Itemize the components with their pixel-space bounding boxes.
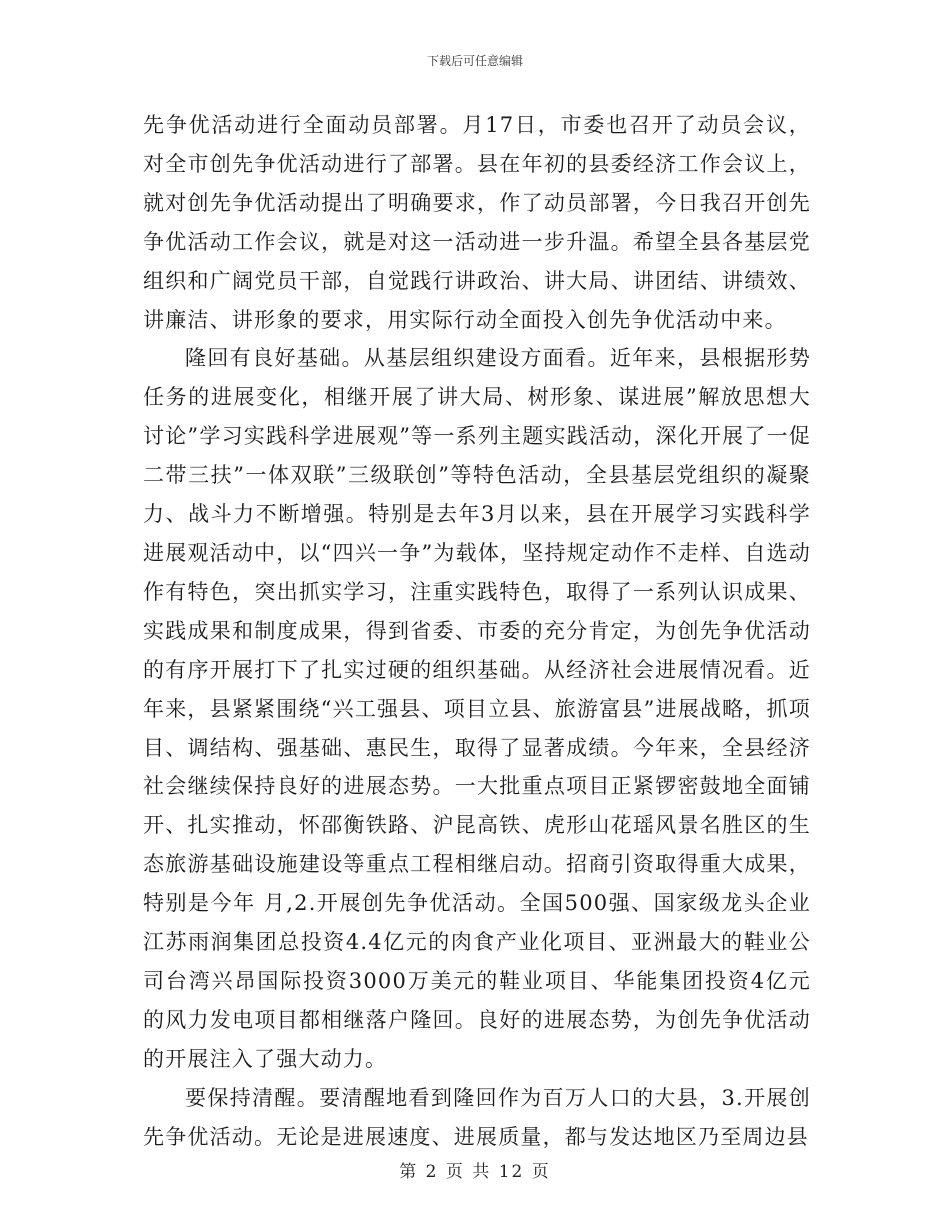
page-header: 下载后可任意编辑 bbox=[426, 54, 523, 68]
paragraph-1: 先争优活动进行全面动员部署。月17日，市委也召开了动员会议，对全市创先争优活动进行了部署。县在年初的县委经济工作会议上，就对创先争优活动提出了明确要求，作了动员部署，今日我召开创先争优活动工作会议，就是对这一活动进一步升温。希望全县各基层党组织和广阔党员干部，自觉践行讲政治、讲大局、讲团结、讲绩效、讲廉洁、讲形象的要求，用实际行动全面投入创先争优活动中来。 bbox=[143, 113, 811, 332]
page-footer: 第 2 页 共 12 页 bbox=[399, 1162, 551, 1182]
document-body bbox=[143, 106, 811, 1156]
paragraph-2: 隆回有良好基础。从基层组织建设方面看。近年来，县根据形势任务的进展变化，相继开展了讲大局、树形象、谋进展”解放思想大讨论”学习实践科学进展观”等一系列主题实践活动，深化开展了一促二带三扶”一体双联”三级联创”等特色活动，全县基层党组织的凝聚力、战斗力不断增强。特别是去年3月以来，县在开展学习实践科学进展观活动中，以“四兴一争”为载体，坚持规定动作不走样、自选动作有特色，突出抓实学习，注重实践特色，取得了一系列认识成果、实践成果和制度成果，得到省委、市委的充分肯定，为创先争优活动的有序开展打下了扎实过硬的组织基础。从经济社会进展情况看。近年来，县紧紧围绕“兴工强县、项目立县、旅游富县”进展战略，抓项目、调结构、强基础、惠民生，取得了显著成绩。今年来，全县经济社会继续保持良好的进展态势。一大批重点项目正紧锣密鼓地全面铺开、扎实推动，怀邵衡铁路、沪昆高铁、虎形山花瑶风景名胜区的生态旅游基础设施建设等重点工程相继启动。招商引资取得重大成果，特别是今年 月,2.开展创先争优活动。全国500强、国家级龙头企业江苏雨润集团总投资4.4亿元的肉食产业化项目、亚洲最大的鞋业公司台湾兴昂国际投资3000万美元的鞋业项目、华能集团投资4亿元的风力发电项目都相继落户隆回。良好的进展态势，为创先争优活动的开展注入了强大动力。 bbox=[143, 346, 811, 1071]
paragraph-3: 要保持清醒。要清醒地看到隆回作为百万人口的大县，3.开展创先争优活动。无论是进展速度、进展质量，都与发达地区乃至周边县 bbox=[143, 1085, 811, 1149]
